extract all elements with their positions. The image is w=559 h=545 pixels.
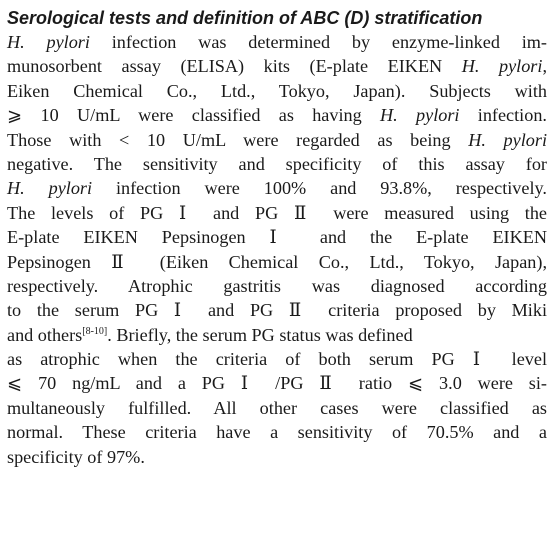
text-line [7,225,547,249]
text-run: negative. The sensitivity and specificity of this assay for [7,153,547,174]
text-run: The levels of PG Ⅰ and PG Ⅱ were measured using the [7,202,547,223]
text-line [7,298,547,322]
text-run: ⩽ 70 ng/mL and a PG Ⅰ /PG Ⅱ ratio ⩽ 3.0 were si- [7,373,547,394]
text-line [7,420,547,444]
text-run: normal. These criteria have a sensitivity of 70.5% and a [7,422,547,443]
text-line [7,128,547,152]
text-line [7,347,547,371]
text-run: Pepsinogen Ⅱ (Eiken Chemical Co., Ltd., Tokyo, Japan), [7,251,547,272]
italic-term: H. pylori [461,56,543,77]
text-run: Those with < 10 U/mL were regarded as being [7,129,469,150]
text-line [7,79,547,103]
text-line [7,152,547,176]
text-line [7,371,547,395]
text-run: to the serum PG Ⅰ and PG Ⅱ criteria proposed by Miki [7,300,547,321]
text-run: ⩾ 10 U/mL were classified as having [7,105,381,126]
text-run: multaneously fulfilled. All other cases were classified as [7,397,547,418]
text-line [7,54,547,78]
text-run: E-plate EIKEN Pepsinogen Ⅰ and the E-plate EIKEN [7,227,547,248]
italic-term: H. pylori [380,105,460,126]
body-paragraph [7,30,547,469]
text-line [7,176,547,200]
text-line [7,323,547,347]
text-run: . Briefly, the serum PG status was defined [107,324,413,345]
text-run: Eiken Chemical Co., Ltd., Tokyo, Japan). Subjects with [7,80,547,101]
text-line [7,30,547,54]
text-run: specificity of 97%. [7,446,145,467]
citation-ref: [8-10] [82,325,108,337]
text-line [7,250,547,274]
text-run: respectively. Atrophic gastritis was diagnosed according [7,275,547,296]
text-line [7,396,547,420]
text-run: munosorbent assay (ELISA) kits (E-plate EIKEN [7,56,462,77]
italic-term: H. pylori [468,129,547,150]
italic-term: H. pylori [7,178,93,199]
italic-term: H. pylori [7,32,90,52]
text-run: , [542,56,547,77]
text-line [7,201,547,225]
text-run: infection. [459,105,547,126]
text-line [7,103,547,127]
text-run: infection was determined by enzyme-linked im- [89,32,547,52]
text-line [7,445,547,469]
text-run: and others [7,324,83,345]
article-page [7,6,547,469]
section-heading: Serological tests and definition of ABC (D) stratification [7,8,483,28]
text-line [7,274,547,298]
text-run: infection were 100% and 93.8%, respectively. [92,178,547,199]
text-run: as atrophic when the criteria of both serum PG Ⅰ level [7,349,547,370]
